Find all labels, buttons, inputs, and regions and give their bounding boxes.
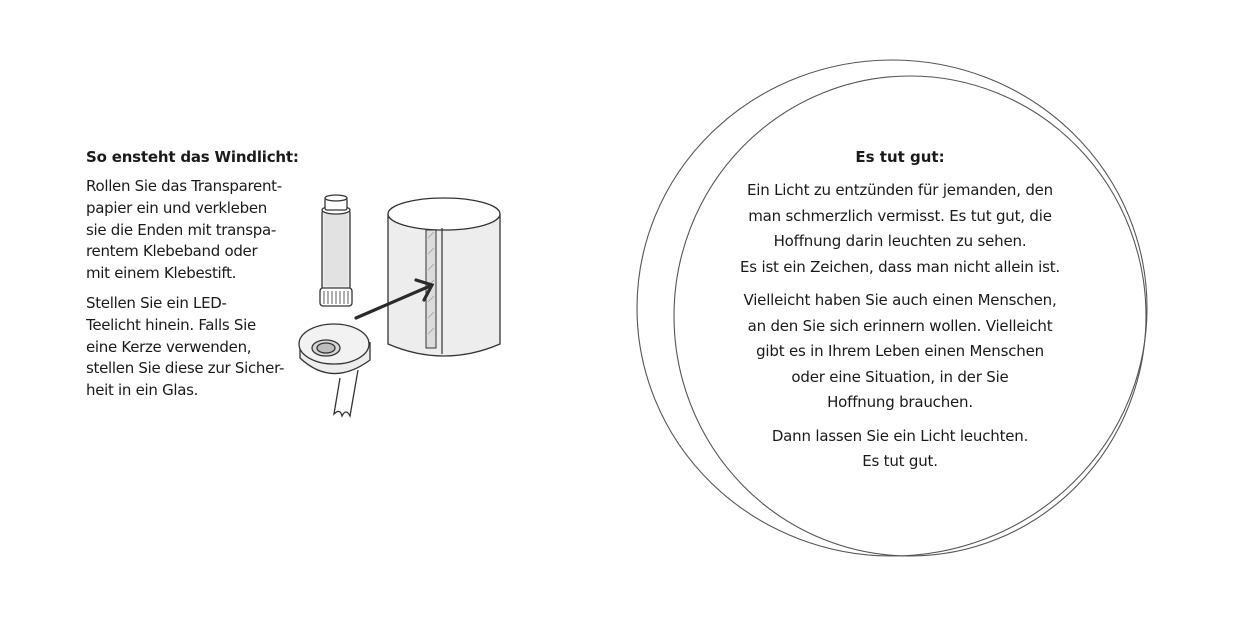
text-line: heit in ein Glas. [86,381,199,400]
text-line: Hoffnung brauchen. [827,393,973,411]
reflection-paragraph-3 [700,424,1100,475]
text-line: sie die Enden mit transpa- [86,220,276,239]
reflection-paragraph-1 [700,178,1100,280]
text-line: Ein Licht zu entzünden für jemanden, den [746,181,1053,199]
text-line: Rollen Sie das Transparent- [86,177,282,195]
text-line: gibt es in Ihrem Leben einen Menschen [756,342,1044,360]
tape-roll-icon [299,324,370,416]
instructions-section [86,146,306,402]
text-line: man schmerzlich vermisst. Es tut gut, die [748,206,1052,225]
text-line: papier ein und verkleben [86,198,267,217]
instructions-paragraph-1 [86,176,306,285]
text-line: Vielleicht haben Sie auch einen Menschen, [743,291,1057,309]
reflection-paragraph-2 [700,288,1100,416]
instructions-title: So ensteht das Windlicht: [86,148,299,166]
text-line: Hoffnung darin leuchten zu sehen. [773,232,1027,250]
instructions-paragraph-2 [86,293,306,402]
text-line: Es ist ein Zeichen, dass man nicht allein ist. [740,257,1060,276]
reflection-title: Es tut gut: [855,148,945,166]
text-line: mit einem Klebestift. [86,264,237,283]
reflection-section [700,146,1100,475]
text-line: Stellen Sie ein LED- [86,293,227,312]
text-line: Teelicht hinein. Falls Sie [86,315,256,334]
text-line: stellen Sie diese zur Sicher- [86,359,285,378]
paper-roll-icon [388,198,500,356]
text-line: an den Sie sich erinnern wollen. Vielleicht [747,316,1053,335]
text-line: Dann lassen Sie ein Licht leuchten. [771,426,1029,445]
craft-illustration [292,192,512,432]
text-line: oder eine Situation, in der Sie [791,367,1009,386]
text-line: Es tut gut. [862,452,938,470]
glue-stick-icon [320,195,352,306]
text-line: eine Kerze verwenden, [86,337,252,356]
text-line: rentem Klebeband oder [86,242,258,261]
